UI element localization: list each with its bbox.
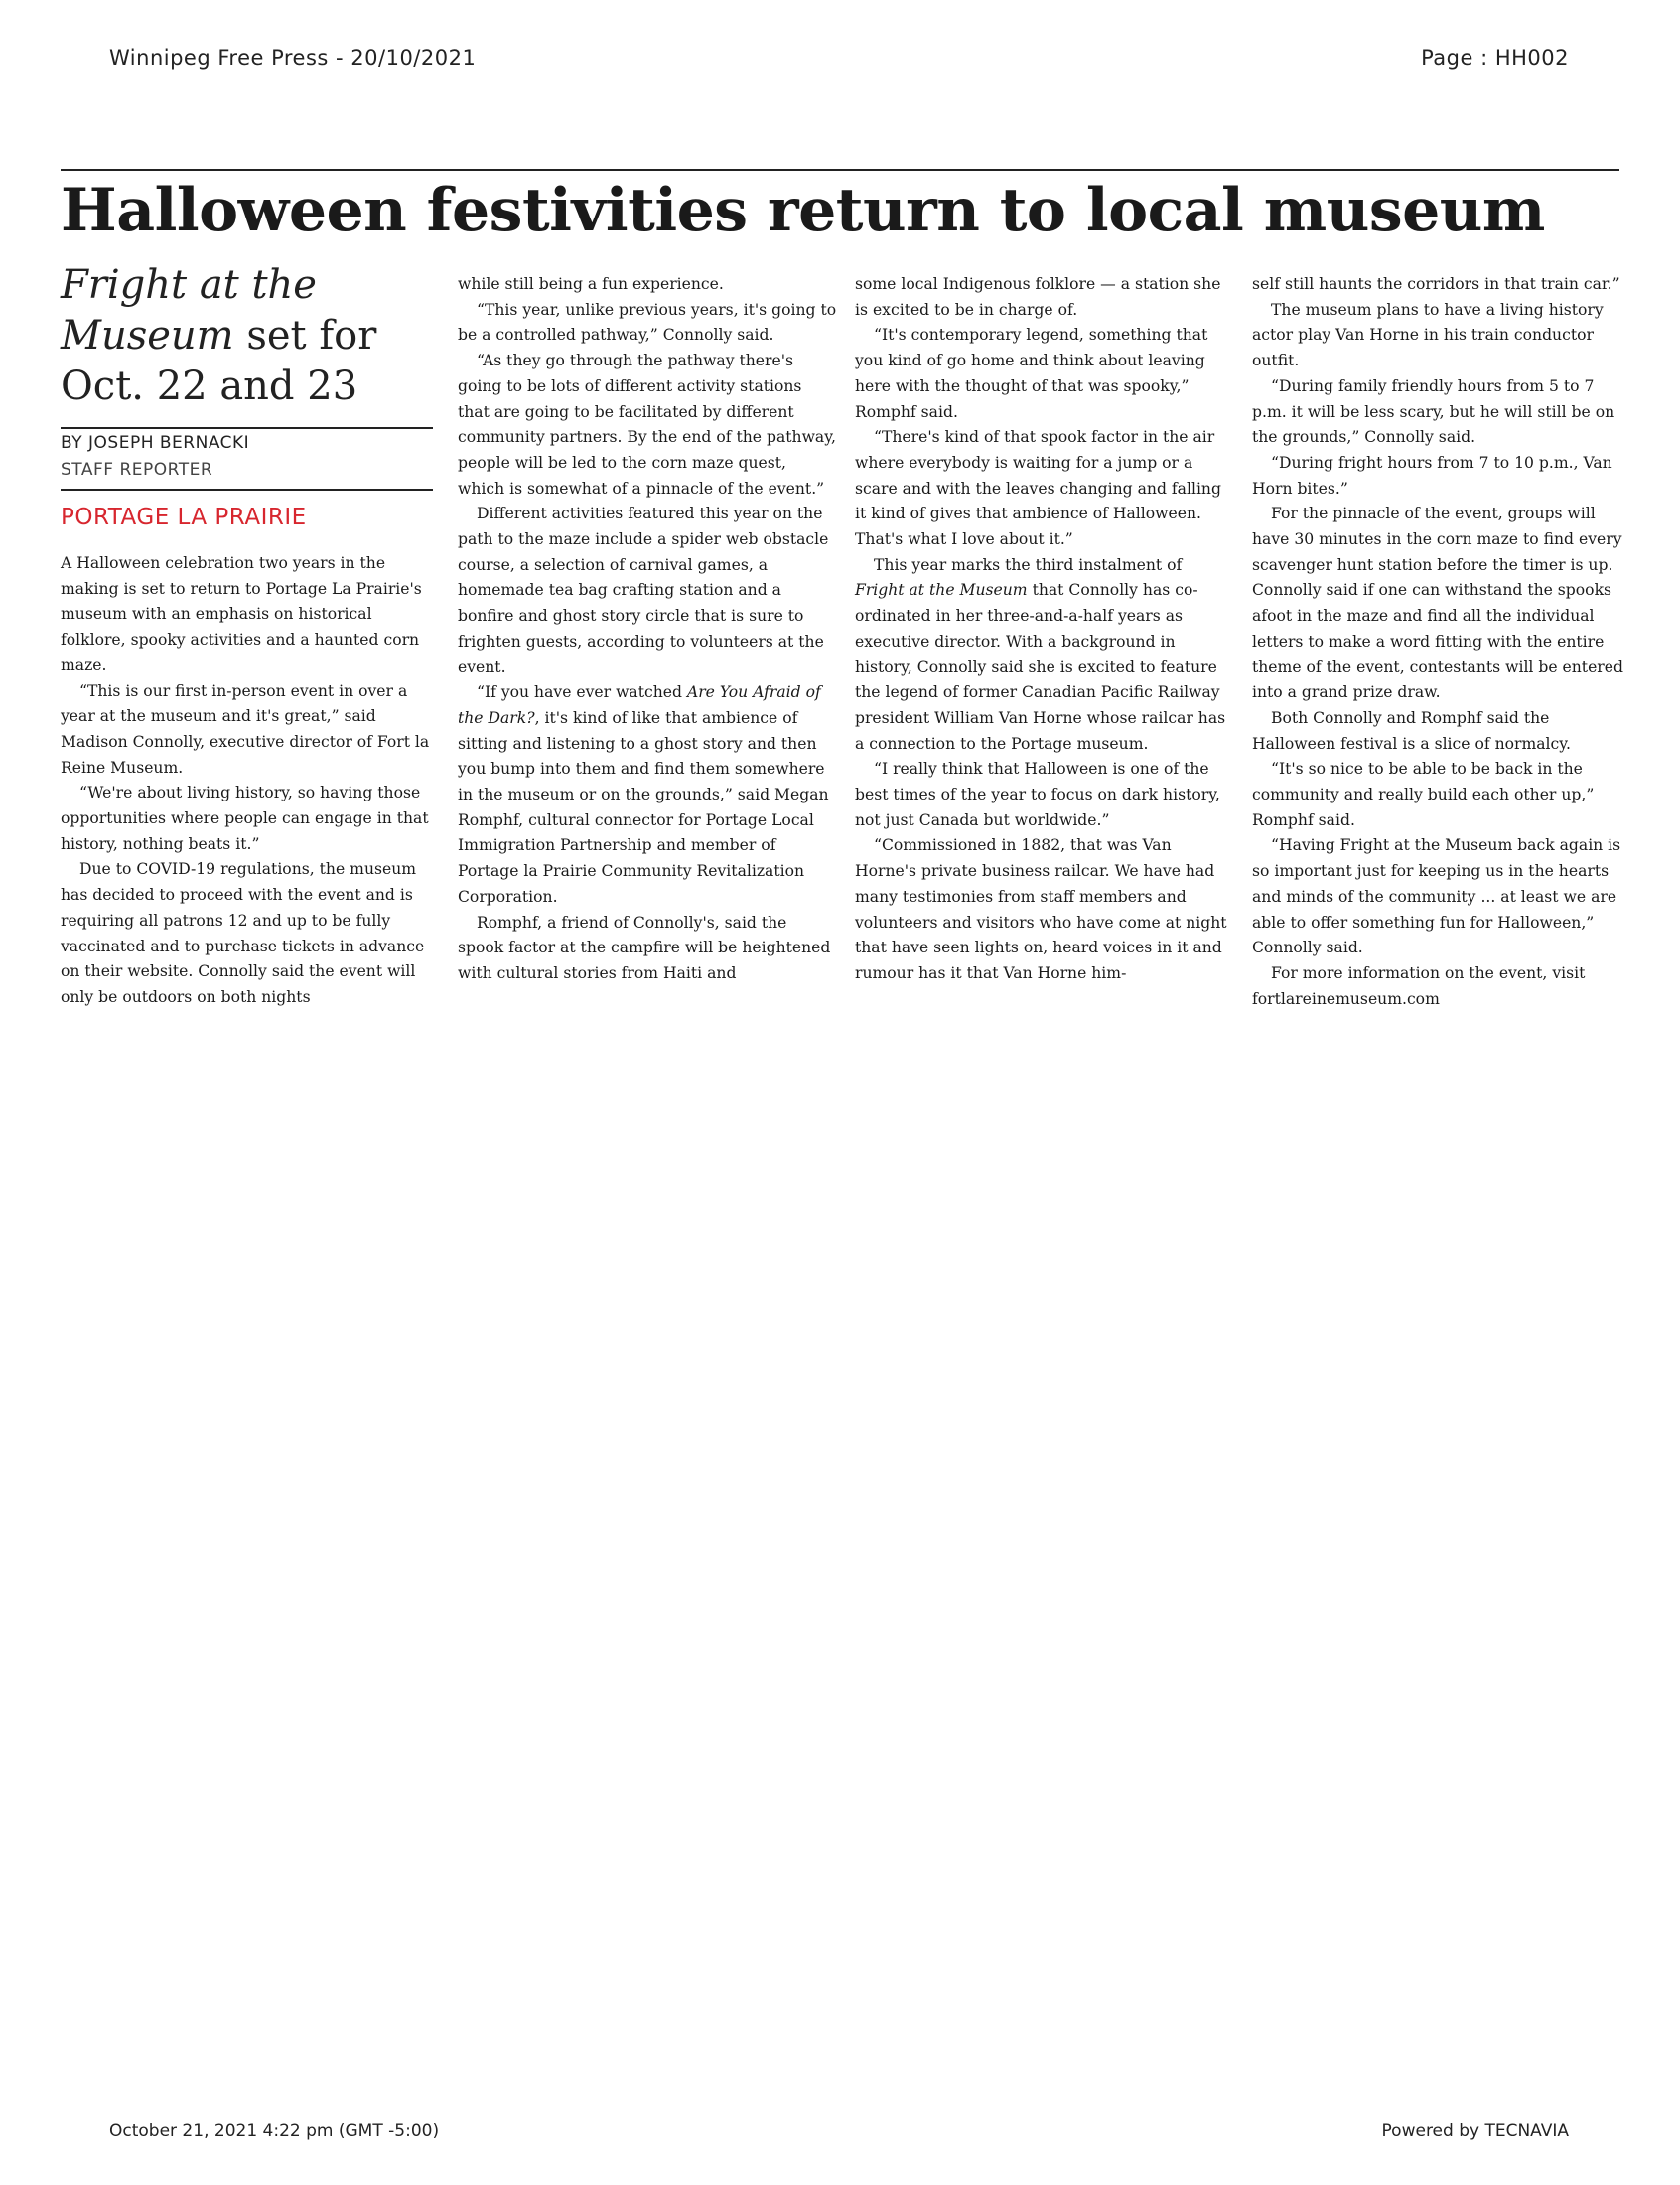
article-paragraph: “It's contemporary legend, something that you kind of go home and think about leaving here with the thought of that was spooky,” Romphf said. [855,326,1208,421]
publication-date: Winnipeg Free Press - 20/10/2021 [109,46,477,70]
article-paragraph: “I really think that Halloween is one of the best times of the year to focus on dark history, not just Canada but worldwide.” [855,760,1220,829]
article-paragraph: Different activities featured this year on the path to the maze include a spider web obstacle course, a selection of carnival games, a homemade tea bag crafting station and a bonfire and ghost story circle that is sure to frighten guests, according to volunteers at the event. [458,505,829,676]
article-paragraph: “This is our first in-person event in over a year at the museum and it's great,” said Madison Connolly, executive director of Fort la Reine Museum. [61,681,430,777]
paragraph-italic-title: Are You Afraid of the Dark? [458,683,821,727]
article-paragraph: For the pinnacle of the event, groups will have 30 minutes in the corn maze to find every scavenger hunt station before the timer is up. Connolly said if one can withstand the spooks afoot in the maze and find all the individual letters to make a word fitting with the entire theme of the event, contestants will be entered into a grand prize draw. [1252,505,1623,702]
headline: Halloween festivities return to local museum [61,176,1545,245]
article-paragraph: Both Connolly and Romphf said the Halloween festival is a slice of normalcy. [1252,708,1571,753]
article-paragraph: self still haunts the corridors in that train car.” [1252,275,1620,293]
page-number: Page : HH002 [1421,46,1569,70]
byline-rule-top [61,427,433,429]
paragraph-text: This year marks the third instalment of [874,555,1183,574]
subheadline-italic: Fright at the Museum [61,262,317,359]
article-paragraph: some local Indigenous folklore — a station she is excited to be in charge of. [855,275,1221,319]
byline-role: STAFF REPORTER [61,460,213,480]
dateline: PORTAGE LA PRAIRIE [61,505,307,530]
article-paragraph [458,680,837,910]
paragraph-text: that Connolly has co-ordinated in her three-and-a-half years as executive director. With a background in history, Connolly said she is excited to feature the legend of former Canadian Pacific Railway president William Van Horne whose railcar has a connection to the Portage museum. [855,581,1226,753]
article-paragraph: “We're about living history, so having those opportunities where people can engage in that history, nothing beats it.” [61,784,429,853]
article-column-2 [458,272,837,987]
article-column-1 [61,551,440,1011]
article-paragraph: “It's so nice to be able to be back in the community and really build each other up,” Romphf said. [1252,760,1595,829]
article-column-4 [1252,272,1631,1012]
print-timestamp: October 21, 2021 4:22 pm (GMT -5:00) [109,2121,440,2141]
article-paragraph: while still being a fun experience. [458,275,724,293]
headline-rule [61,169,1619,171]
paragraph-text: “If you have ever watched [477,683,687,702]
paragraph-text: , it's kind of like that ambience of sitting and listening to a ghost story and then you bump into them and find them somewhere in the museum or on the grounds,” said Megan Romphf, cultural connector for Portage Local Immigration Partnership and member of Portage la Prairie Community Revitalization Corporation. [458,708,829,906]
article-paragraph: “During fright hours from 7 to 10 p.m., Van Horn bites.” [1252,453,1612,498]
article-paragraph: A Halloween celebration two years in the making is set to return to Portage La Prairie's museum with an emphasis on historical folklore, spooky activities and a haunted corn maze. [61,554,422,674]
article-paragraph: Due to COVID-19 regulations, the museum has decided to proceed with the event and is requiring all patrons 12 and up to be fully vaccinated and to purchase tickets in advance on their website. Connolly said the event will only be outdoors on both nights [61,860,425,1006]
article-paragraph: “Commissioned in 1882, that was Van Horne's private business railcar. We have had many testimonies from staff members and volunteers and visitors who have come at night that have seen lights on, heard voices in it and rumour has it that Van Horne him- [855,836,1227,982]
article-paragraph [855,553,1234,758]
article-paragraph: “This year, unlike previous years, it's going to be a controlled pathway,” Connolly said. [458,300,837,345]
article-column-3 [855,272,1234,987]
byline: BY JOSEPH BERNACKI [61,433,250,453]
powered-by: Powered by TECNAVIA [1381,2121,1569,2141]
article-paragraph: “As they go through the pathway there's going to be lots of different activity stations that are going to be facilitated by different community partners. By the end of the pathway, people will be led to the corn maze quest, which is somewhat of a pinnacle of the event.” [458,352,836,498]
article-paragraph: “During family friendly hours from 5 to 7 p.m. it will be less scary, but he will still be on the grounds,” Connolly said. [1252,376,1615,447]
article-paragraph: Romphf, a friend of Connolly's, said the spook factor at the campfire will be heightened with cultural stories from Haiti and [458,913,831,982]
byline-rule-bottom [61,489,433,491]
subheadline-rest: set for Oct. 22 and 23 [61,313,377,409]
article-paragraph: “There's kind of that spook factor in the air where everybody is waiting for a jump or a scare and with the leaves changing and falling it kind of gives that ambience of Halloween. That's what I love about it.” [855,428,1221,549]
paragraph-italic-title: Fright at the Museum [855,581,1028,600]
article-paragraph: For more information on the event, visit fortlareinemuseum.com [1252,963,1586,1008]
article-paragraph: “Having Fright at the Museum back again is so important just for keeping us in the hearts and minds of the community ... at least we are able to offer something fun for Halloween,” Connolly said. [1252,836,1621,957]
article-paragraph: The museum plans to have a living history actor play Van Horne in his train conductor outfit. [1252,300,1604,370]
subheadline [61,260,438,412]
